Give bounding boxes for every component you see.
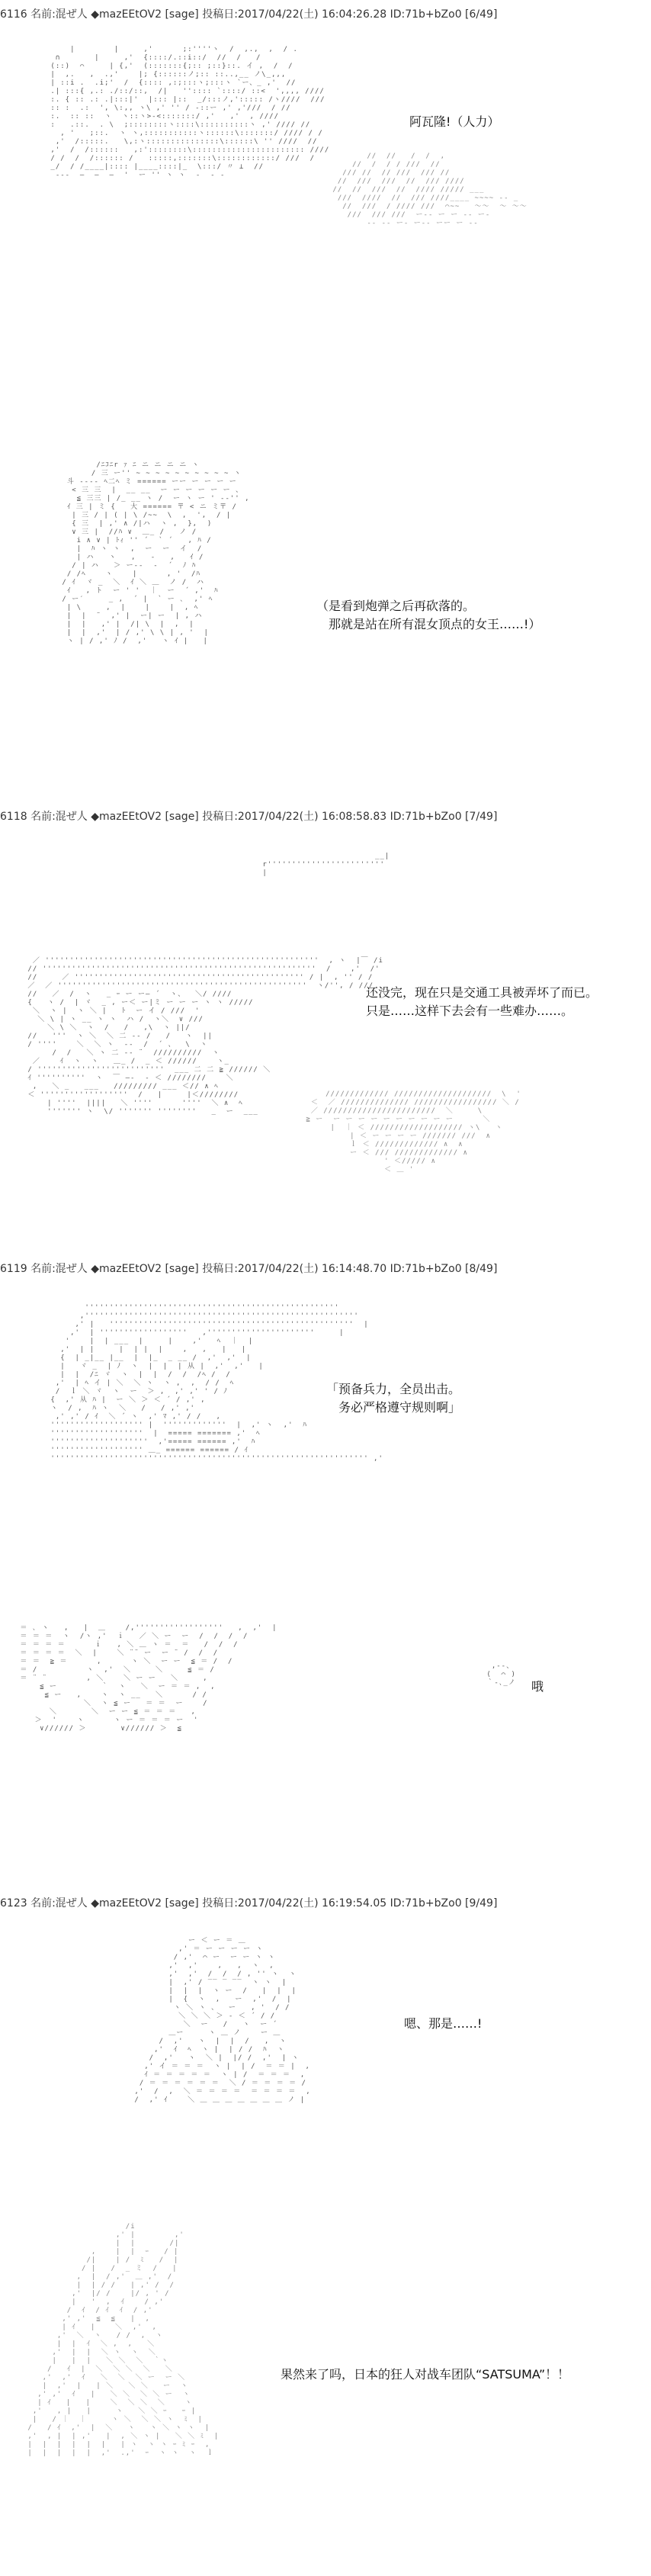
post-header: 6123 名前:混ぜ人 ◆mazEEtOV2 [sage] 投稿日:2017/04/22(土) 16:19:54.05 ID:71b+bZo0 [9/49] [0,1897,498,1910]
dialogue-block [316,597,540,634]
post-header: 6116 名前:混ぜ人 ◆mazEEtOV2 [sage] 投稿日:2017/04/22(土) 16:04:26.28 ID:71b+bZo0 [6/49] [0,8,498,21]
aa-art-small-face: ,-‐、 ( ⌒ ) ｀‐､_ノ [486,1662,516,1687]
aa-art-eyes: ＝ ､ ヽ , | ＿ /,'''''''''''''''''' , ,' | ＝ ＝ ＝ ヽ /ヽ ,' ｉ ／ ＼ ー ー / / / / ＝ ＝ ＝ ＝ ｉ , ＼ ＿ ヽ ＝ ＝ / / / ＝ ＝ ＝ ＝ ＼ | ＼ ¨¨ ー ー ¨ / / / ＝ ＝ ≧ ＝ , ヽ ＼ ー ー ≦ ＝ / / ＝ / ヽ ,' ＼ ＼ ≦ ＝ / ＝ ¨ ¨ , ＼ ＼ ー ー ＼ , ≦ ー ｀ ヽ ＼ ー ＝ ＝ , , ≦ ー , ヽ ヽ __ ＼ / / ＼ ヽ ≦ ー ＝ ＝ ー / ＼ ＼ ー ー ≦ ＝ ＝ ＝ , ＞ ' ヽ ヽ ー ＝ ＝ ＝ ー ' ∨////// ＞ ∨////// ＞ ≦ [20,1624,277,1733]
dialogue-line: 还没完，现在只是交通工具被弄坏了而已。 [366,985,598,1000]
dialogue-line: 只是……这样下去会有一些难办……。 [366,1004,574,1018]
dialogue-line: 嗯、那是……! [404,2016,483,2031]
dialogue-block [326,1380,460,1417]
aa-art-wreck: ／ '''''''''''''''''''''''''''''''''''''''''''''''''''''''' , ヽ |￣ /i // '''''''''''''''''''''''''''''''''''''''''''''''''''''''' / ,' /' // ／ ''''''''''''''''''''''''''''''''''''''''''''''' / | , '' / / ／ ／ ''''''''''''''''''''''''''''''''''''''''''''''''''' ヽ/'', / /// // ／ / ヽ _ ｰ ー ー― ´ ヽ、 ＼/ //// { ヽ / | ヾ _ , ー＜ ー|ミ ー ー ー ヽ ヽ ///// ＼ ヽ | ヽ ＼ | ﾄ ー イ / /// ' ＼ \ | ヽ __ ヽ ヽ ハ / ヽ＼ ∨ /// ＼ \ ＼ ヽ / / ,\ ヽ ||/ // ''' ヽ ＼ ＼ 二 ‐‐ / / ヽ || / '''' ＼ ＼ ヽ ‐‐ / ´ 、 \ ヽ / / ＼ ヽ 二 ‐‐ ¨ ////////// ヽ ／ ｲ ヽ ヽ ＿_ / _ ＜ ////// ヽ_ / '''''''''''''''''''''''''' ___ 二 二 ≧ ////// ＼ ｲ '''''''''' ヽ ￣ ―‐ ‐ ＜ //////// ＼ , ＼ _ ___ ///////// ___ ＜// ∧ ﾍ ＜ '''''''''''''''''' / | |＜//////// | '''' |||| ＼ '''' '''' ＼ ∧ ﾍ ''''''' ヽ \/ ''''''' '''''''' _ ー ___ [27,957,383,1116]
dialogue-line: 那就是站在所有混女顶点的女王……!） [329,617,541,631]
dialogue-line: （是看到炮弹之后再砍落的。 [316,599,476,613]
aa-art-satsuma-figure: /i ,' | ,' | | /| , | | ｰ / | /| | / ﾐ / | / | / _ ミ / | , | / ,' ＿ ,' / | | / / | ,' / / ,' |/ / |/ , ' / | ' , ｲ / ,' / ｲ / ｲ ｲ / ,' ,' ,' ≦ ≦ | , | ｲ | ＼ ,' , ,' ＼ ヽ / / , ヽ | | ｲ ＼ , , ＼ ,' | | ＼ ヽ ヽ ＼ | | | ＼ ＼ ＼ ｀ヽ / ｲ | ＼ ＼ ＼ ＼ ＼ ,' ,' ｲ ＼ ＼ ＼ ー ー ＼ | ,' | | ＼ ＼ ＼ ー ヽ ,' ,' ｲ | ＼ ＼ ＼ ＼ ー ヽ | ｲ | | ＼ ＼ ＼ ＼ ヽ ,' , | | ヽ ＼ ＼ ｰ ｰ | | / ｜ ｜ ヽ ＼ ＼ ＼ ヽ ﾐ | / / ｲ ,' | ＼ ヽ ヽ ＼ ヽ ヽ | ,' , | | ,' | , ＼ ヽ | ＼ ＼ ﾐ | | | | | | | | ヽ ヽ ヽ ｰ ﾐ ｰ , | | | | | ,' .,' ｰ ヽ ヽ ヽ ｌ [27,2223,220,2457]
aa-art-chaos: | | ,' ;:''''ヽ / ,., , / . ∩ | ,' {::::/.::i::/ // / / (::) ⌒ | {,' (:::::::{;:: ;::}::. イ , / / | ,. , .,' |; {::::::ノ;:: ::..,__ ノ\_,,, | ::i . .i;' / {:::: ,:;:::ヽ;:::ヽ `ー、_ ,' // .| :::{ ,.: ./::/::, /| '':::: `::::/ ::< ',,,, //// :. { :: .: .|:::|' |::: |:: _/:::ノ,'::::: /ヽ//// /// :: : .: ', \:,, ヽ\ ,' '' / -::ー ,' ,'/// / // :. :: :: ヽ ヽ::ヽ>-<:::::::/ ,' ,' , //// : .::. . \ ;::::::::ヽ::::\::::::::::ヽ ,' //// // , ' ;::. ヽ ヽ,:::::::::::ヽ::::::\:::::::/ //// / / ,' /:::::. \,:ヽ:::::::::::::::\::::::\ '' //// // ,' / /:::::: ,:'::::::::\::::::::::::::::::::::: //// / / / /:::::: / :::::,:::::::\::::::::::::/ /// / _/ / /____|:::: |____::::|_ \:::/ 〃 ⊥ // --- ― ― ― ' ー '' ヽ ヽ ‐ ‐ ‐ [50,46,330,179]
aa-art-surprised-girl: ー ＜ ー ＝ ＿ ,' ＝ ー ー ー ー ヽ / ,' ⌒ ー ー ー ヽ ヽ ,' ,' , , ヽ , ,' ,' / / / , '' ヽ ヽ | ,' / ‾‾ ‾ ‾‾ ヽ ヽ | | | | ヽ ー / | | | | { ヽ , ー ,' / | ヽ ＼ ヽ 、 ー , ' / / ＼ ＼ ＼ ＞ - ＜ ´ / / ＼ ー / ヽ ー ´ ＿ー ヽ ＿ ノ ー ＿ / ,' ヽ | | / , ヽ ,' ｲ ﾍ ヽ | | / / ﾊ ヽ / ,' ヽ ＼ | |/ / ,' | ヽ ,' イ ＝ ＝ ＝ ヽ | | / ＝ ＝ | , ｲ ＝ ＝ ＝ ＝ ＝ ヽ | / ＝ ＝ ＝ , / ＝ ＝ ＝ ＝ ＝ ＝ ＼ / ＝ ＝ ＝ ＝ / ,' / , ＼ ＝ ＝ ＝ ＝ ＝ ＝ ＝ ＝ , / ,' ｲ ＼ ＿ ＿ ＿ ＿ ＿ ＿ ＿ ノ | [134,1937,311,2104]
dialogue-line: 务必严格遵守规则啊」 [338,1400,461,1415]
post-header: 6118 名前:混ぜ人 ◆mazEEtOV2 [sage] 投稿日:2017/04/22(土) 16:08:58.83 ID:71b+bZo0 [7/49] [0,811,498,823]
aa-art-frame-mark: __| r'''''''''''''''''''''''' | [262,853,390,877]
dialogue-block [366,984,598,1020]
dialogue-line: 哦 [531,1679,544,1694]
dialogue-line: 「预备兵力，全员出击。 [326,1382,461,1396]
dialogue-line: 阿瓦隆!（人力） [409,114,500,129]
aa-art-slash-effect: // // / / , // / / / /// // /// // // /// /// // // /// /// // /// //// // // /// // //// ///// ___ /// //// // /// ////____ ~~~~ -- _ // /// / //// /// ⌒~~ ～～ ～ ～～ /// /// /// ー‐‐ ー ー ‐‐ ー‐ ‐‐ ‐‐ ー‐ ー‐‐ ーー ー ‐‐ [332,153,528,227]
dialogue-line: 果然来了吗，日本的狂人对战车团队“SATSUMA”！！ [281,2367,570,2382]
post-header: 6119 名前:混ぜ人 ◆mazEEtOV2 [sage] 投稿日:2017/04/22(土) 16:14:48.70 ID:71b+bZo0 [8/49] [0,1263,498,1275]
aa-art-commander: '''''''''''''''''''''''''''''''''''''''''''''''''''' ,'''''''''''''''''''''''''''''''''''''''''''''''''''''''' ,' | '''''''''''''''''''''''''''''''''''''''''''''''''' | ,' | '''''''''''''''''' ,'''''''''''''''''''''' | ' | | ___ | | ,' ﾍ ｜ | ,' | | | | | | , , | | { | _|__ |__ | |_ _ __ / ,' ,' | | ヾ _ | ﾉ ヽ | | | 从 | ,' ,' | | | /ﾆ ヾ ヽ | | / / /ﾍ / / ,' | ﾍ イ | ＼ ＼ ヽ ヽ , , / / ﾍ / ｌ ＼ ヾ ヽ ー ＞ , ,' ,' ' / ﾉ { ,' 从 ﾊ | ー ＼ ＞ ＜ ´ / ,' , ヽ / , ﾊ ヽ ＼ / / ,' ,' ,' ,' / ｲ ＼ ´ ヽ ,' ﾏ ,' / / , ''''''''''''''''''' | ''''''''''''' | ,' ヽ ,' ﾊ ''''''''''''''''''' | ===== ======= ,' ﾍ '''''''''''''''''''' ,'===== ====== ,' ﾊ ''''''''''''''''''' ＿_ ====== ====== / ｲ ''''''''''''''''''''''''''''''''''''''''''''''''''''''''''''''''' ,' [50,1304,383,1463]
aa-art-queen: /ﾆｺﾆr ｧ ﾆ ニ ニ ニ ニ ヽ / 三 ー'' ~ ~ ~ ~ ~ ~ ~ ~ ~ ~ ヽ 斗 ---- ﾍ二ﾍ ミ ====== ーー ー ー ー ー < 三 三 | __ __ ー ー ー ー ー ー 、 ≦ 三三 | /_ __ ヽ / ー ヽ ー ' ‐‐'' , ｲ 三 | ミ { 大 ====== 〒 < ニ ミ〒 / | 三 / | ( | \ /~~ \ , ', / | { 三 | ,' ∧ /|ハ ヽ , }, ) ∨ 三 | //ﾊ ∨ ＿_ / ノ / i ∧ ∨ | ﾄｨ '' ´ ` ´ , ﾊ / | ﾊ ヽ ヽ , ー ー イ / | ハ ヽ , - , ｲ / / | ハ ＞ ー-- - ´ ﾉ ﾊ / /ﾍ ヽ | , ' /ﾊ / ｲ ヾ _ ＼ ｲ ＼ ＿ ノ / ハ ｲ , ト ー ' ' ｜ ー ´ ,' ﾊ / ー′ _ , ´ | ` ー ､ ,' ﾍ | \ , | | | , ﾍ | | ¨ ,' | ー| ー | , ハ | | ,' | /| \ | , | | | ,' | / ,' \ \ | , ' | ヽ | / ,' ﾉ / ,' ヽ ｲ | | [62,461,250,645]
aa-art-wreck-right: ///////////// //////////////////// \ ' ＜ ／ ////////////// ///////////////// ＼ / ／ /////////////////////// ＼ \ ≧ ー ー ー ー ー ー ー ー ー ー ー ＼ | ｜ ＜ /////////////////// ヽ\ ヽ | ＜ ー ー ー ー /////// /// ∧ ｌ ＜ ///////////// ∧ ∧ ー ＜ /// ///////////// ∧ ' ＜///// ∧ ＜ ＿ ' [306,1090,521,1174]
